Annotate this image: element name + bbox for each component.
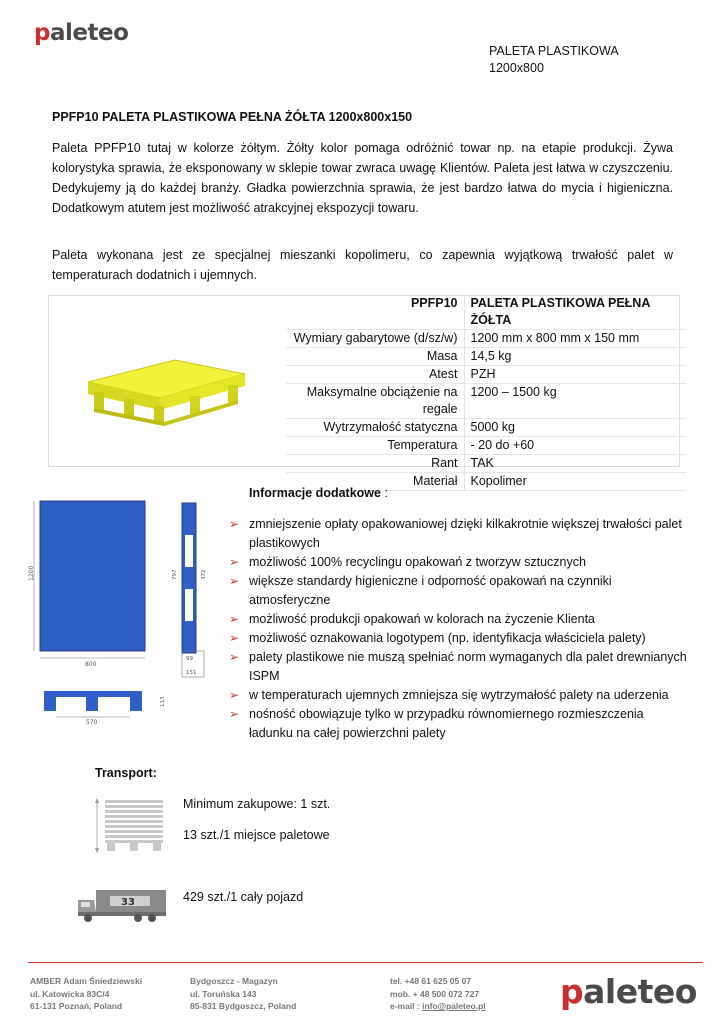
arrow-bullet-icon: ➢ [229,631,240,645]
spec-row [286,330,686,348]
info-list [229,515,689,743]
footer-mob: mob. + 48 500 072 727 [390,988,480,999]
info-title-suffix: : [380,486,388,500]
pallet-technical-drawing [30,495,220,730]
footer-line: Bydgoszcz - Magazyn [190,976,278,986]
arrow-bullet-icon: ➢ [229,650,240,664]
spec-row [286,437,686,455]
logo-text: aleteo [583,972,697,1011]
logo-letter-p: p [560,972,584,1011]
spec-name: PALETA PLASTIKOWA PEŁNA ŻÓŁTA [464,295,686,330]
spec-label: Temperatura [387,438,458,452]
list-item [229,515,689,553]
min-order-text: Minimum zakupowe: 1 szt. [183,797,331,811]
header-line-1: PALETA PLASTIKOWA [489,44,619,58]
spec-label: Rant [431,456,458,470]
spec-label: Wymiary gabarytowe (d/sz/w) [293,331,458,345]
arrow-bullet-icon: ➢ [229,517,240,531]
per-vehicle-text: 429 szt./1 cały pojazd [183,890,304,904]
spec-value: 1200 – 1500 kg [464,384,686,419]
description-paragraph-2: Paleta wykonana jest ze specjalnej mieszanki kopolimeru, co zapewnia wyjątkową trwałość palet w temperaturach dodatnich i ujemnych. [52,248,673,282]
spec-row [286,366,686,384]
pallet-stack-icon [93,798,165,853]
list-item-text: większe standardy higieniczne i odporność opakowań na czynniki atmosferyczne [249,574,612,607]
logo-text: aleteo [49,20,129,46]
spec-row [286,419,686,437]
spec-header-row [286,295,686,330]
paleteo-logo-footer [560,972,697,1011]
list-item [229,705,689,743]
list-item-text: możliwość oznakowania logotypem (np. identyfikacja właściciela palety) [249,631,646,645]
truck-label: 33 [121,897,135,908]
spec-row [286,348,686,366]
dim-1200: 1200 [28,565,35,581]
list-item [229,629,689,648]
footer-line: ul. Katowicka 83C/4 [30,988,110,999]
spec-value: - 20 do +60 [464,437,686,455]
spec-code: PPFP10 [410,296,458,310]
list-item [229,572,689,610]
header-line-2: 1200x800 [489,61,544,75]
footer-email-line [390,1000,486,1013]
info-title [249,486,388,500]
info-title-text: Informacje dodatkowe [249,486,381,500]
transport-title: Transport: [95,766,157,780]
spec-value: Kopolimer [464,473,686,491]
arrow-bullet-icon: ➢ [229,688,240,702]
list-item-text: zmniejszenie opłaty opakowaniowej dzięki kilkakrotnie większej trwałości palet plastikowych [249,517,682,550]
spec-label: Materiał [413,474,458,488]
spec-value: 14,5 kg [464,348,686,366]
footer-warehouse [190,975,296,1013]
dim-372: 372 [201,569,207,580]
description-paragraph-1: Paleta PPFP10 tutaj w kolorze żółtym. Żółty kolor pomaga odróżnić towar np. na etapie produkcji. Żywa kolorystyka sprawia, że eksponowany w sklepie towar zwraca uwagę Klientów. Paleta jest łatwa w czyszczeniu. Dedykujemy ją do każdej branży. Gładka powierzchnia sprawia, że jest bardzo łatwa do mycia i higieniczna. Dodatkowym atutem jest możliwość atrakcyjnej ekspozycji towaru. [52,141,673,215]
list-item-text: możliwość 100% recyclingu opakowań z tworzyw sztucznych [249,555,586,569]
list-item [229,686,689,705]
spec-value: 1200 mm x 800 mm x 150 mm [464,330,686,348]
spec-label: Maksymalne obciążenie na regale [306,385,458,416]
list-item [229,610,689,629]
footer-divider [28,962,703,963]
spec-row [286,455,686,473]
list-item-text: w temperaturach ujemnych zmniejsza się wytrzymałość palety na uderzenia [249,688,669,702]
arrow-bullet-icon: ➢ [229,555,240,569]
arrow-bullet-icon: ➢ [229,574,240,588]
paleteo-logo [34,20,128,46]
footer-line: ul. Toruńska 143 [190,988,257,999]
arrow-bullet-icon: ➢ [229,707,240,721]
footer-tel: tel. +48 61 625 05 07 [390,976,472,986]
footer-line: AMBER Adam Śniedziewski [30,976,143,986]
list-item [229,553,689,572]
truck-icon [76,888,168,924]
footer-company [30,975,142,1013]
spec-label: Wytrzymałość statyczna [323,420,458,434]
spec-label: Atest [429,367,458,381]
spec-table [286,295,686,491]
dim-99: 99 [186,656,193,662]
footer-email-link[interactable]: info@paleteo.pl [422,1001,486,1011]
dim-570: 570 [86,719,98,726]
footer-contact [390,975,486,1013]
spec-label: Masa [426,349,458,363]
list-item-text: nośność obowiązuje tylko w przypadku równomiernego rozmieszczenia ładunku na całej powierzchni palety [249,707,644,740]
list-item-text: możliwość produkcji opakowań w kolorach na życzenie Klienta [249,612,596,626]
document-header [489,43,619,77]
footer-line: 61-131 Poznań, Poland [30,1001,123,1011]
logo-letter-p: p [34,20,50,46]
yellow-pallet-image [80,352,250,432]
spec-value: 5000 kg [464,419,686,437]
footer-email-label: e-mail : [390,1001,423,1011]
spec-value: TAK [464,455,686,473]
dim-113: 113 [160,696,166,707]
list-item-text: palety plastikowe nie muszą spełniać norm wymaganych dla palet drewnianych ISPM [249,650,687,683]
dim-797: 797 [172,569,178,580]
list-item [229,648,689,686]
footer-line: 85-831 Bydgoszcz, Poland [190,1001,297,1011]
dim-151: 151 [186,670,197,676]
product-title: PPFP10 PALETA PLASTIKOWA PEŁNA ŻÓŁTA 1200x800x150 [52,110,413,124]
per-place-text: 13 szt./1 miejsce paletowe [183,828,330,842]
spec-value: PZH [464,366,686,384]
spec-row [286,384,686,419]
dim-800: 800 [85,661,97,668]
arrow-bullet-icon: ➢ [229,612,240,626]
